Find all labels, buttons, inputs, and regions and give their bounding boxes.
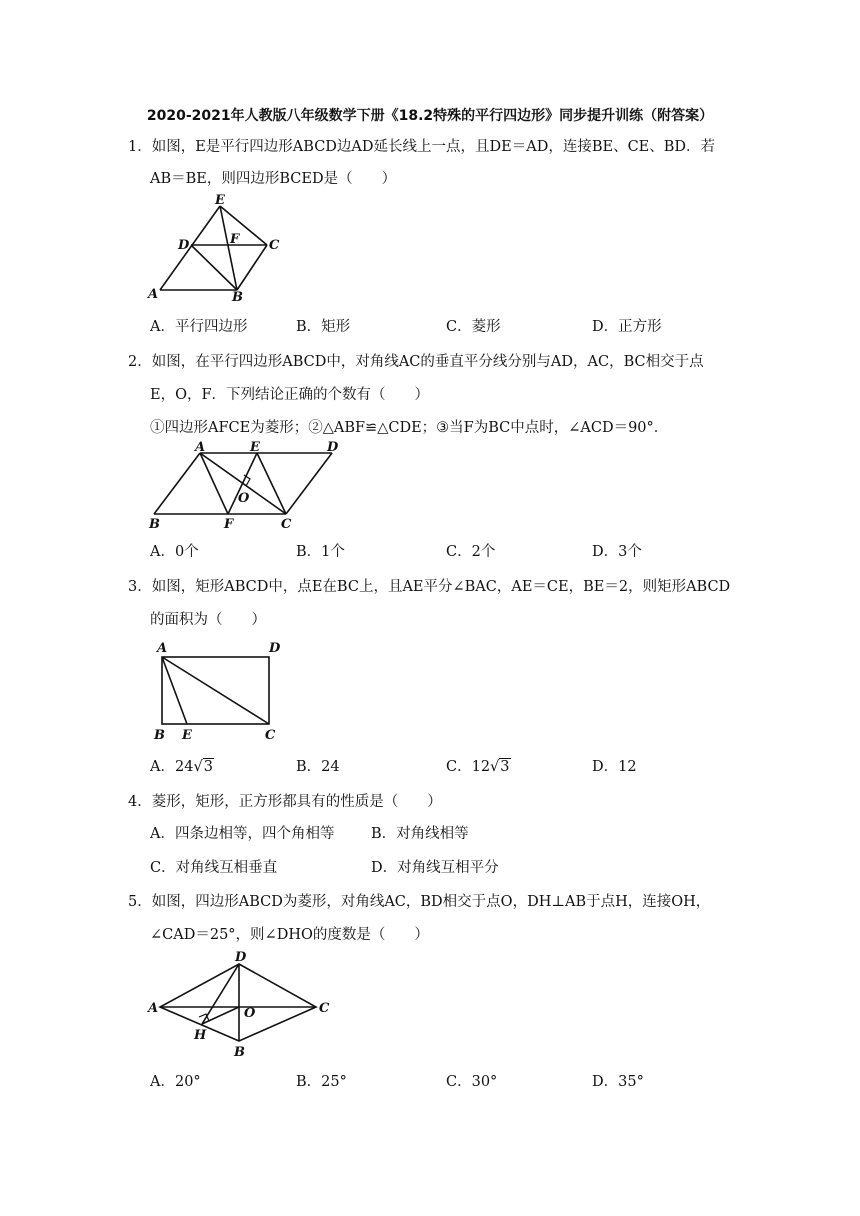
q5-label-c: C (319, 1001, 330, 1016)
q4-stem-line1: 4．菱形，矩形，正方形都具有的性质是（ ） (128, 794, 442, 810)
q1-option-c: C．菱形 (446, 319, 501, 335)
q4-option-a: A．四条边相等，四个角相等 (150, 826, 335, 842)
q2-option-b: B．1个 (296, 544, 345, 560)
q1-seg-ae (160, 206, 220, 290)
q2-option-a: A．0个 (150, 544, 199, 560)
q5-option-d: D．35° (592, 1074, 644, 1090)
q2-option-c: C．2个 (446, 544, 496, 560)
q5-option-a: A．20° (150, 1074, 201, 1090)
q1-label-a: A (148, 287, 159, 302)
q1-label-c: C (269, 238, 280, 253)
q3-stem-line2: 的面积为（ ） (150, 612, 266, 628)
q2-seg-ec (257, 453, 286, 514)
q5-label-h: H (194, 1028, 207, 1043)
sqrt-icon: √3 (193, 759, 213, 775)
document-title: 2020-2021年人教版八年级数学下册《18.2特殊的平行四边形》同步提升训练（附答案） (146, 108, 714, 124)
q2-label-o: O (238, 491, 250, 506)
q2-label-e: E (250, 440, 260, 455)
q3-option-c-radicand: 3 (500, 759, 510, 775)
q1-seg-bc (237, 245, 267, 290)
q4-option-c: C．对角线互相垂直 (150, 860, 278, 876)
q1-figure (140, 190, 300, 310)
q1-option-d: D．正方形 (592, 319, 662, 335)
q1-label-d: D (178, 238, 190, 253)
q1-label-e: E (215, 193, 225, 208)
q2-label-f: F (224, 517, 234, 532)
q3-seg-ae (162, 657, 187, 724)
q2-stem-line2: E，O，F．下列结论正确的个数有（ ） (150, 387, 430, 403)
q4-option-d: D．对角线互相平分 (371, 860, 499, 876)
q2-label-a: A (195, 440, 206, 455)
q3-label-e: E (182, 728, 192, 743)
q3-label-c: C (265, 728, 276, 743)
q3-label-b: B (154, 728, 165, 743)
q1-label-f: F (230, 232, 240, 247)
q1-option-a: A．平行四边形 (150, 319, 248, 335)
q3-option-d: D．12 (592, 759, 637, 775)
q3-figure (140, 635, 300, 750)
q3-seg-ac (162, 657, 269, 724)
q1-stem-line2: AB＝BE，则四边形BCED是（ ） (150, 171, 397, 187)
q5-rhombus (160, 964, 316, 1041)
q2-stem-line3: ①四边形AFCE为菱形；②△ABF≌△CDE；③当F为BC中点时，∠ACD＝90°． (150, 420, 669, 436)
q1-stem-line1: 1．如图，E是平行四边形ABCD边AD延长线上一点，且DE＝AD，连接BE、CE、BD．若 (128, 139, 716, 155)
q2-stem-line1: 2．如图，在平行四边形ABCD中，对角线AC的垂直平分线分别与AD，AC，BC相交于点 (128, 354, 704, 370)
q5-figure (140, 950, 340, 1065)
q3-option-a-prefix: A．24 (150, 759, 194, 775)
q5-stem-line2: ∠CAD＝25°，则∠DHO的度数是（ ） (150, 927, 429, 943)
q3-option-a-radicand: 3 (203, 759, 213, 775)
q1-seg-db (191, 245, 237, 290)
q3-label-d: D (269, 641, 281, 656)
q2-seg-cd (286, 453, 332, 514)
q2-figure (140, 440, 360, 535)
q5-option-c: C．30° (446, 1074, 498, 1090)
q2-label-b: B (149, 517, 160, 532)
q4-option-b: B．对角线相等 (371, 826, 469, 842)
q3-option-c-prefix: C．12 (446, 759, 491, 775)
q2-seg-ab (154, 453, 200, 514)
q5-label-b: B (234, 1045, 245, 1060)
q3-option-a (150, 755, 214, 776)
q1-option-b: B．矩形 (296, 319, 351, 335)
q5-label-d: D (235, 950, 247, 965)
q3-stem-line1: 3．如图，矩形ABCD中，点E在BC上，且AE平分∠BAC，AE＝CE，BE＝2，则矩形ABCD (128, 579, 731, 595)
q5-option-b: B．25° (296, 1074, 347, 1090)
sqrt-icon: √3 (490, 759, 510, 775)
q5-label-a: A (148, 1001, 159, 1016)
q3-label-a: A (157, 641, 168, 656)
q5-stem-line1: 5．如图，四边形ABCD为菱形，对角线AC，BD相交于点O，DH⊥AB于点H，连接OH， (128, 894, 711, 910)
q2-option-d: D．3个 (592, 544, 642, 560)
q2-label-d: D (327, 440, 339, 455)
q3-option-c (446, 755, 511, 776)
q2-label-c: C (281, 517, 292, 532)
q1-label-b: B (232, 290, 243, 305)
q5-label-o: O (244, 1006, 256, 1021)
q3-option-b: B．24 (296, 759, 340, 775)
